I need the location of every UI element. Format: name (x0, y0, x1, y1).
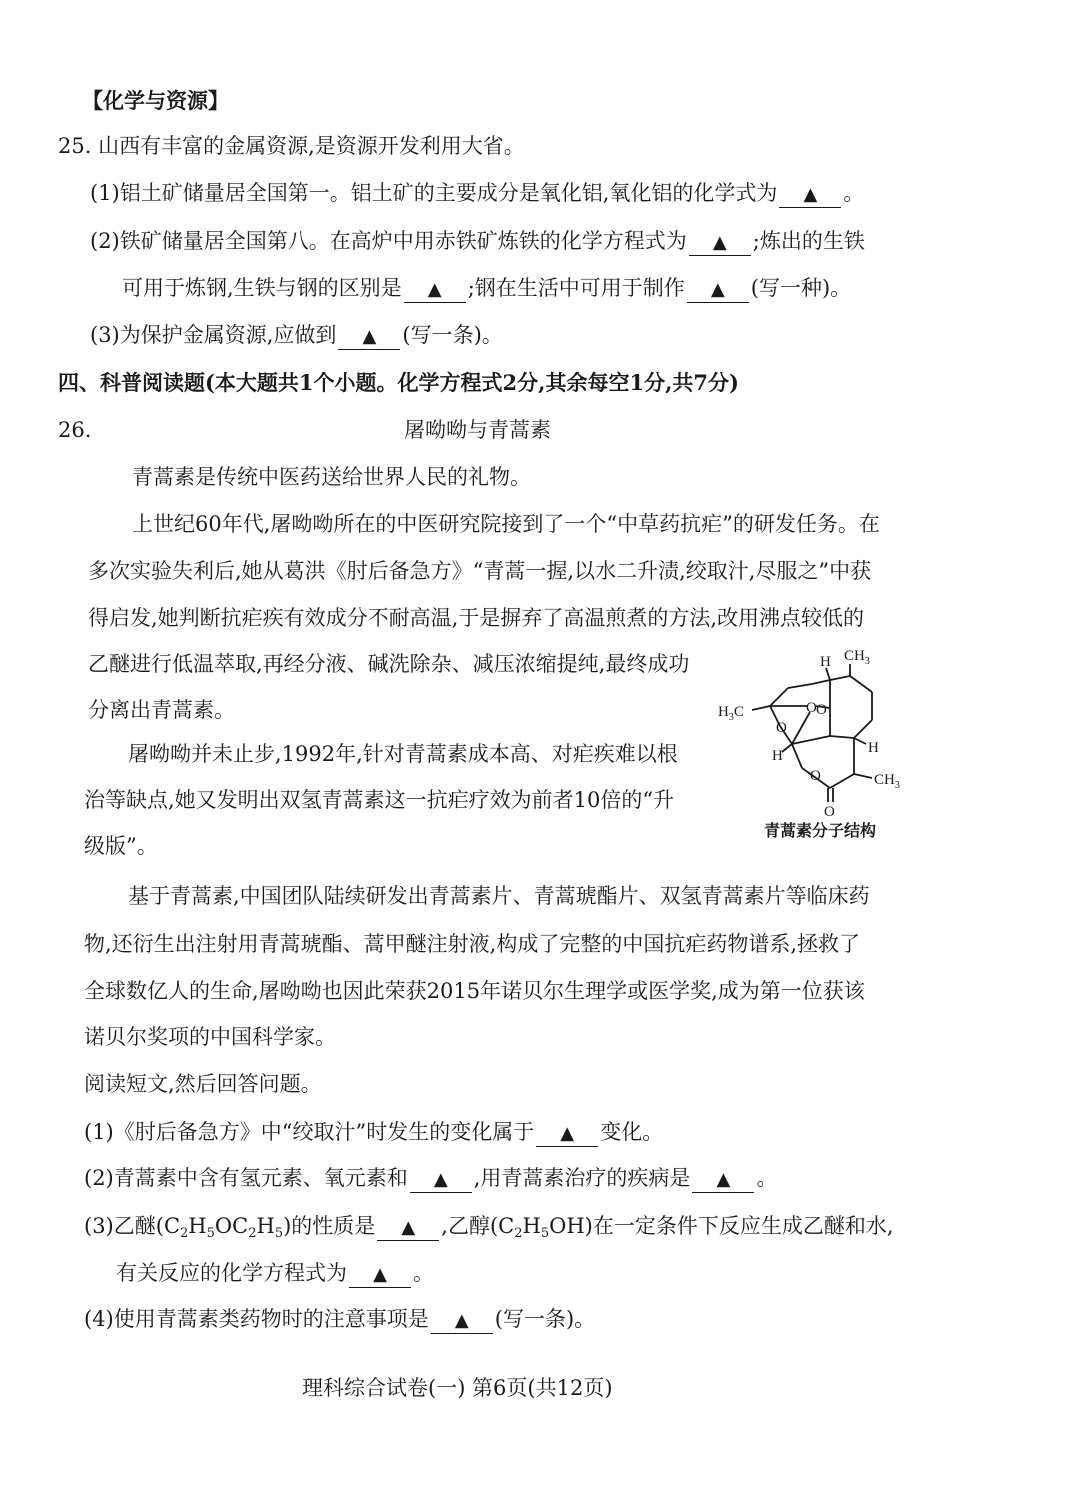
q26-part4-end: (写一条)。 (494, 1307, 596, 1331)
blank-marker: ▲ (373, 1264, 387, 1285)
subscript: 5 (274, 1226, 284, 1241)
q25-part3-end: (写一条)。 (402, 323, 503, 347)
instruction: 阅读短文,然后回答问题。 (84, 1072, 322, 1096)
subscript: 2 (248, 1226, 257, 1241)
para3-line3: 级版”。 (84, 834, 158, 858)
q26-part2 (84, 1163, 777, 1193)
q25-part2 (90, 226, 865, 256)
blank-marker: ▲ (362, 326, 377, 347)
q25-part2-cont: ;炼出的生铁 (752, 229, 865, 253)
answer-blank[interactable] (338, 323, 400, 350)
q26-part4-text: (4)使用青蒿素类药物时的注意事项是 (84, 1307, 429, 1331)
atom-o3: O (776, 720, 787, 736)
atom-h3c: $H_3C$ (718, 704, 744, 723)
q26-number: 26. (58, 418, 92, 442)
q26-part1-text: (1)《肘后备急方》中“绞取汁”时发生的变化属于 (84, 1120, 535, 1144)
article-title: 屠呦呦与青蒿素 (404, 418, 551, 442)
blank-marker: ▲ (427, 279, 442, 300)
atom-ch3-top: $CH_3$ (844, 648, 870, 667)
q25-part1-end: 。 (843, 181, 865, 205)
q26-part2-mid: ,用青蒿素治疗的疾病是 (473, 1166, 691, 1190)
molecule-caption: 青蒿素分子结构 (764, 821, 877, 840)
blank-marker: ▲ (401, 1217, 416, 1238)
section4-heading: 四、科普阅读题(本大题共1个小题。化学方程式2分,其余每空1分,共7分) (58, 370, 739, 395)
blank-marker: ▲ (712, 232, 727, 253)
q25-part2-text2: 可用于炼钢,生铁与钢的区别是 (122, 276, 402, 300)
para4-line1: 基于青蒿素,中国团队陆续研发出青蒿素片、青蒿琥酯片、双氢青蒿素片等临床药 (128, 884, 870, 908)
q26-part1-end: 变化。 (600, 1120, 664, 1144)
para2-line1: 上世纪60年代,屠呦呦所在的中医研究院接到了一个“中草药抗疟”的研发任务。在 (132, 512, 880, 536)
q25-part2-text: (2)铁矿储量居全国第八。在高炉中用赤铁矿炼铁的化学方程式为 (90, 229, 687, 253)
answer-blank[interactable] (377, 1214, 439, 1241)
para3-line2: 治等缺点,她又发明出双氢青蒿素这一抗疟疗效为前者10倍的“升 (84, 788, 675, 812)
atom-o-carbonyl: O (824, 804, 835, 820)
answer-blank[interactable] (689, 229, 751, 256)
answer-blank[interactable] (687, 276, 749, 303)
para2-line2: 多次实验失利后,她从葛洪《肘后备急方》“青蒿一握,以水二升渍,绞取汁,尽服之”中获 (88, 559, 872, 583)
para2-line5: 分离出青蒿素。 (88, 698, 235, 722)
atom-o1: O (806, 700, 817, 716)
subscript: 5 (206, 1226, 215, 1241)
q25-part1-text: (1)铝土矿储量居全国第一。铝土矿的主要成分是氧化铝,氧化铝的化学式为 (90, 181, 778, 205)
blank-marker: ▲ (454, 1310, 469, 1331)
q26-part3-text: H (522, 1214, 541, 1238)
q26-part3-text: )的性质是 (283, 1214, 376, 1238)
q25-part2-line2 (122, 273, 851, 303)
para4-line3: 全球数亿人的生命,屠呦呦也因此荣获2015年诺贝尔生理学或医学奖,成为第一位获该 (84, 979, 865, 1003)
q25-part2-text3: ;钢在生活中可用于制作 (467, 276, 685, 300)
q26-part4 (84, 1304, 595, 1334)
blank-marker: ▲ (716, 1169, 731, 1190)
answer-blank[interactable] (349, 1261, 411, 1288)
blank-marker: ▲ (433, 1169, 448, 1190)
q26-part3-text: (3)乙醚(C (84, 1214, 181, 1238)
q25-stem: 25. 山西有丰富的金属资源,是资源开发利用大省。 (58, 134, 525, 158)
para3-line1: 屠呦呦并未止步,1992年,针对青蒿素成本高、对疟疾难以根 (128, 742, 678, 766)
blank-marker: ▲ (803, 184, 818, 205)
q26-part1 (84, 1117, 663, 1147)
para4-line4: 诺贝尔奖项的中国科学家。 (84, 1025, 336, 1049)
q26-part3-line2 (116, 1258, 434, 1288)
section-heading: 【化学与资源】 (82, 88, 229, 113)
q26-part3-text: ,乙醇(C (441, 1214, 515, 1238)
page-footer: 理科综合试卷(一) 第6页(共12页) (302, 1376, 613, 1400)
para1: 青蒿素是传统中医药送给世界人民的礼物。 (132, 465, 531, 489)
answer-blank[interactable] (692, 1166, 754, 1193)
answer-blank[interactable] (431, 1307, 493, 1334)
q26-part3 (84, 1211, 894, 1241)
atom-o2: O (816, 702, 827, 718)
answer-blank[interactable] (410, 1166, 472, 1193)
q26-part3-text: OC (214, 1214, 249, 1238)
q25-part3-text: (3)为保护金属资源,应做到 (90, 323, 337, 347)
q26-part3-text: OH)在一定条件下反应生成乙醚和水, (549, 1214, 894, 1238)
q26-part3-text: H (256, 1214, 275, 1238)
blank-marker: ▲ (710, 279, 725, 300)
atom-h-top: H (820, 654, 831, 670)
q26-part3-text: H (188, 1214, 207, 1238)
para2-line4: 乙醚进行低温萃取,再经分液、碱洗除杂、减压浓缩提纯,最终成功 (88, 652, 690, 676)
subscript: 5 (540, 1226, 550, 1241)
q25-part3 (90, 320, 503, 350)
answer-blank[interactable] (779, 181, 841, 208)
atom-o4: O (810, 768, 821, 784)
q25-part2-end: (写一种)。 (750, 276, 852, 300)
atom-h-left: H (772, 748, 783, 764)
q26-part3-end: 。 (413, 1261, 434, 1285)
q25-part1 (90, 178, 864, 208)
atom-h-right: H (868, 740, 879, 756)
answer-blank[interactable] (536, 1120, 598, 1147)
q26-part2-text: (2)青蒿素中含有氢元素、氧元素和 (84, 1166, 408, 1190)
para4-line2: 物,还衍生出注射用青蒿琥酯、蒿甲醚注射液,构成了完整的中国抗疟药物谱系,拯救了 (84, 932, 861, 956)
subscript: 2 (514, 1226, 523, 1241)
answer-blank[interactable] (404, 276, 466, 303)
para2-line3: 得启发,她判断抗疟疾有效成分不耐高温,于是摒弃了高温煎煮的方法,改用沸点较低的 (88, 606, 865, 630)
q26-part2-end: 。 (756, 1166, 778, 1190)
atom-ch3-right: $CH_3$ (874, 772, 900, 791)
blank-marker: ▲ (560, 1123, 575, 1144)
q26-part3-text2: 有关反应的化学方程式为 (116, 1261, 347, 1285)
subscript: 2 (180, 1226, 189, 1241)
